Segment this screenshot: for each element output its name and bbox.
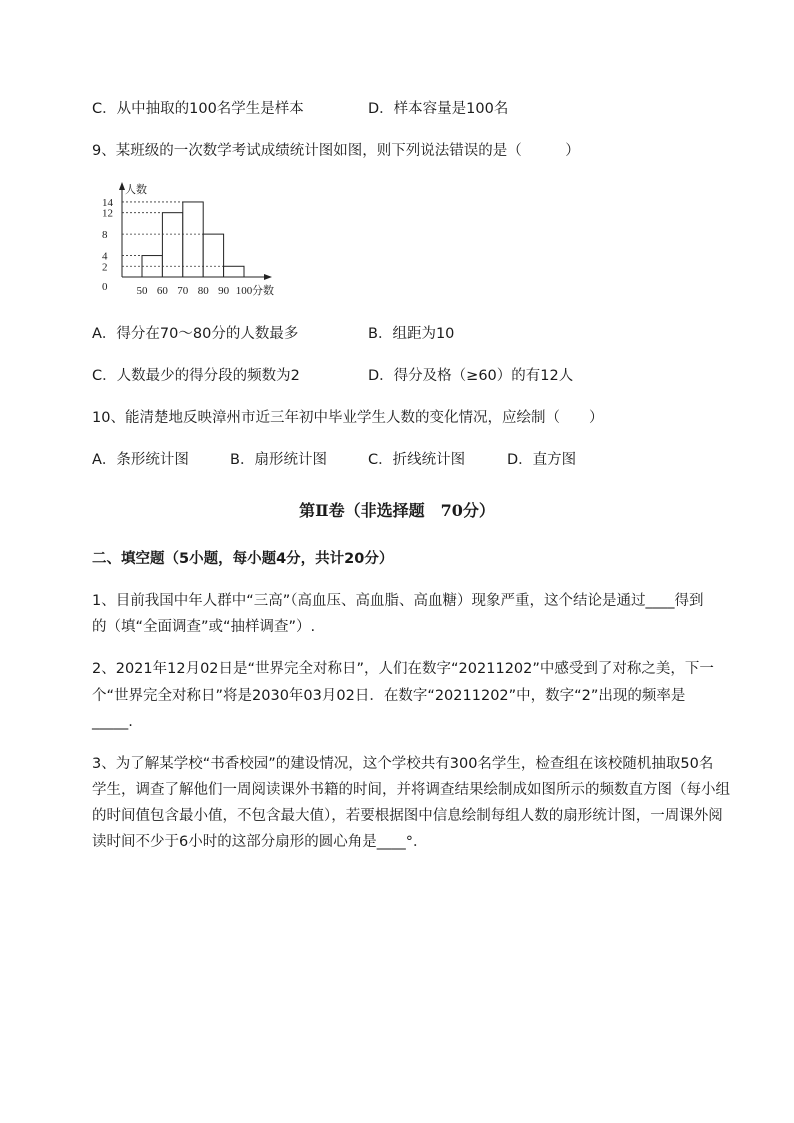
y-tick-label: 12	[102, 207, 113, 220]
q9-option-a: A．得分在70～80分的人数最多	[92, 326, 299, 342]
q8-option-d: D．样本容量是100名	[368, 101, 509, 117]
fill3-line1: 3、为了解某学校“书香校园”的建设情况，这个学校共有300名学生，检查组在该校随机抽取50名	[92, 756, 714, 772]
histogram-bar	[162, 213, 182, 277]
x-tick-label: 90	[218, 285, 230, 297]
fill3-line4: 读时间不少于6小时的这部分扇形的圆心角是____°．	[92, 834, 428, 850]
x-tick-label: 80	[197, 285, 209, 297]
x-axis-label: 分数	[252, 285, 274, 297]
q9-option-c: C．人数最少的得分段的频数为2	[92, 368, 300, 384]
q8-option-c: C．从中抽取的100名学生是样本	[92, 101, 304, 117]
q10-option-c: C．折线统计图	[368, 452, 466, 468]
q9-option-d: D．得分及格（≥60）的有12人	[368, 368, 574, 384]
fill3-line2: 学生，调查了解他们一周阅读课外书籍的时间，并将调查结果绘制成如图所示的频数直方图（每小组	[92, 782, 730, 798]
histogram-chart	[92, 180, 292, 305]
y-tick-label: 2	[102, 261, 108, 274]
histogram-bar	[224, 266, 244, 277]
y-tick-label: 0	[102, 281, 108, 293]
x-tick-label: 50	[136, 285, 148, 297]
x-tick-label: 60	[156, 285, 168, 297]
fill2-line2: 个“世界完全对称日”将是2030年03月02日．在数字“20211202”中，数字“2”出现的频率是	[92, 688, 686, 704]
histogram-bar	[203, 234, 223, 277]
y-tick-label: 8	[102, 229, 108, 242]
fill1-line1: 1、目前我国中年人群中“三高”（高血压、高血脂、高血糖）现象严重，这个结论是通过____得到	[92, 593, 704, 609]
fill3-line3: 的时间值包含最小值，不包含最大值），若要根据图中信息绘制每组人数的扇形统计图，一周课外阅	[92, 808, 723, 824]
q9-stem: 9、某班级的一次数学考试成绩统计图如图，则下列说法错误的是（ ）	[92, 143, 580, 159]
section-heading: 二、填空题（5小题，每小题4分，共计20分）	[92, 551, 394, 567]
fill2-line3: _____.	[92, 714, 133, 730]
q10-option-b: B．扇形统计图	[230, 452, 327, 468]
x-axis-arrow	[264, 274, 272, 280]
y-tick-label: 4	[102, 250, 108, 263]
y-tick-label: 14	[102, 196, 113, 209]
part2-title: 第Ⅱ卷（非选择题 70分）	[299, 501, 495, 520]
x-tick-label: 100	[235, 285, 253, 297]
x-tick-label: 70	[177, 285, 189, 297]
fill1-line2: 的（填“全面调查”或“抽样调查”）.	[92, 619, 316, 635]
q10-stem: 10、能清楚地反映漳州市近三年初中毕业学生人数的变化情况，应绘制（ ）	[92, 410, 604, 426]
fill2-line1: 2、2021年12月02日是“世界完全对称日”，人们在数字“20211202”中感受到了对称之美，下一	[92, 661, 714, 677]
histogram-bar	[183, 202, 203, 277]
q10-option-d: D．直方图	[507, 452, 577, 468]
y-axis-label: 人数	[125, 184, 147, 196]
q10-option-a: A．条形统计图	[92, 452, 189, 468]
q9-option-b: B．组距为10	[368, 326, 455, 342]
